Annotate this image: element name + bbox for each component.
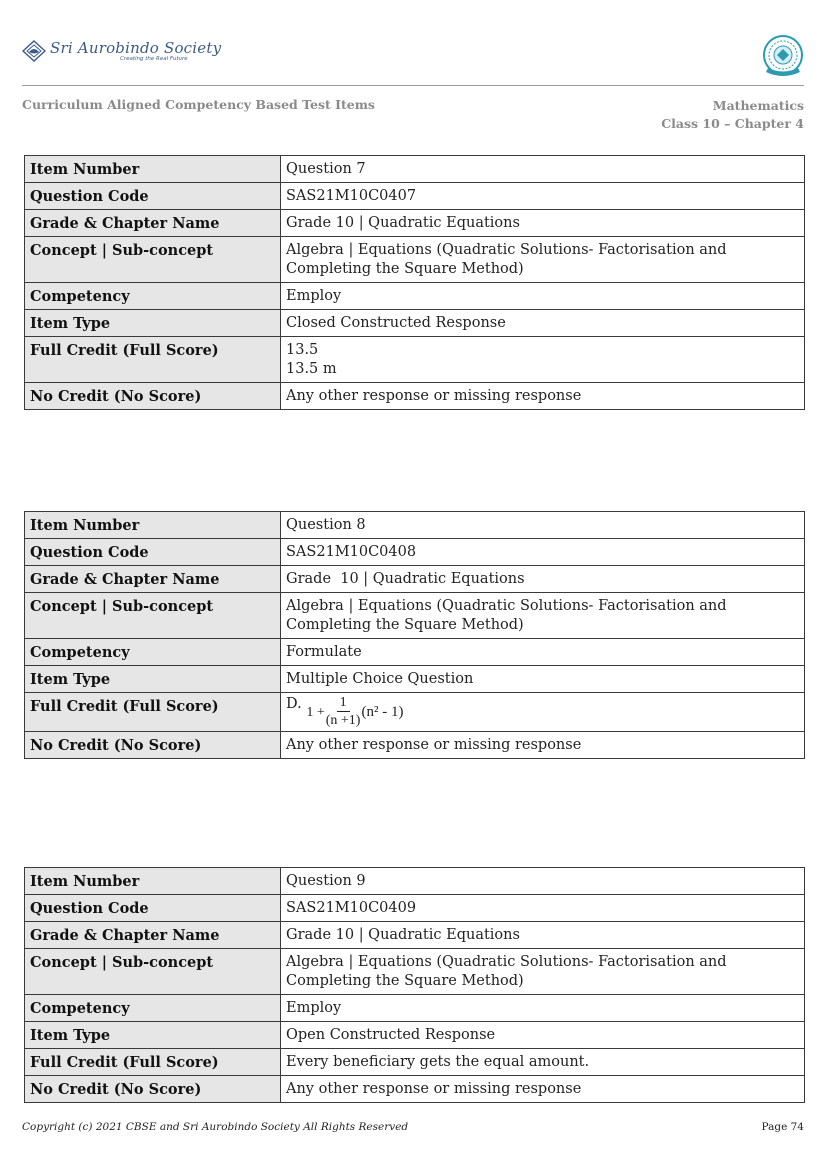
table-row <box>25 337 805 383</box>
header-divider <box>22 85 804 86</box>
concept-label: Concept | Sub-concept <box>25 237 281 283</box>
org-tagline: Creating the Real Future <box>120 55 188 62</box>
full-credit-label: Full Credit (Full Score) <box>25 1049 281 1076</box>
item-table-question-9 <box>24 867 805 1103</box>
table-row <box>25 949 805 995</box>
item-type-value: Multiple Choice Question <box>281 666 805 693</box>
concept-label: Concept | Sub-concept <box>25 949 281 995</box>
question-code-value: SAS21M10C0409 <box>281 895 805 922</box>
sri-aurobindo-society-logo <box>22 36 221 66</box>
concept-value: Algebra | Equations (Quadratic Solutions- Factorisation and Completing the Square Method) <box>281 949 805 995</box>
no-credit-label: No Credit (No Score) <box>25 732 281 759</box>
table-row <box>25 512 805 539</box>
table-row <box>25 693 805 732</box>
table-row <box>25 922 805 949</box>
no-credit-label: No Credit (No Score) <box>25 383 281 410</box>
item-table-question-7 <box>24 155 805 410</box>
question-code-value: SAS21M10C0407 <box>281 183 805 210</box>
table-row <box>25 183 805 210</box>
table-row <box>25 156 805 183</box>
grade-label: Grade & Chapter Name <box>25 566 281 593</box>
formula-numerator: 1 <box>337 695 350 712</box>
table-row <box>25 283 805 310</box>
table-row <box>25 732 805 759</box>
item-number-label: Item Number <box>25 868 281 895</box>
document-title: Curriculum Aligned Competency Based Test Items <box>22 97 375 112</box>
item-type-label: Item Type <box>25 666 281 693</box>
no-credit-label: No Credit (No Score) <box>25 1076 281 1103</box>
subject-name: Mathematics <box>712 98 804 113</box>
full-credit-value <box>281 337 805 383</box>
item-type-value: Open Constructed Response <box>281 1022 805 1049</box>
table-row <box>25 593 805 639</box>
concept-value: Algebra | Equations (Quadratic Solutions- Factorisation and Completing the Square Method) <box>281 237 805 283</box>
formula-denominator: (n +1) <box>325 713 361 728</box>
full-credit-label: Full Credit (Full Score) <box>25 337 281 383</box>
item-number-value: Question 7 <box>281 156 805 183</box>
table-row <box>25 1049 805 1076</box>
concept-label: Concept | Sub-concept <box>25 593 281 639</box>
item-number-value: Question 9 <box>281 868 805 895</box>
table-row <box>25 895 805 922</box>
answer-option: D. <box>286 696 302 712</box>
table-row <box>25 566 805 593</box>
grade-label: Grade & Chapter Name <box>25 922 281 949</box>
full-credit-label: Full Credit (Full Score) <box>25 693 281 732</box>
answer-formula <box>306 695 403 730</box>
competency-label: Competency <box>25 639 281 666</box>
footer-page-number: Page 74 <box>761 1121 804 1133</box>
full-credit-line: 13.5 m <box>286 361 337 377</box>
grade-value: Grade 10 | Quadratic Equations <box>281 922 805 949</box>
item-number-value: Question 8 <box>281 512 805 539</box>
concept-value: Algebra | Equations (Quadratic Solutions- Factorisation and Completing the Square Method) <box>281 593 805 639</box>
table-row <box>25 995 805 1022</box>
table-row <box>25 1022 805 1049</box>
competency-value: Formulate <box>281 639 805 666</box>
item-type-value: Closed Constructed Response <box>281 310 805 337</box>
grade-value: Grade 10 | Quadratic Equations <box>281 210 805 237</box>
table-row <box>25 539 805 566</box>
full-credit-value <box>281 693 805 732</box>
full-credit-value: Every beneficiary gets the equal amount. <box>281 1049 805 1076</box>
org-name: Sri Aurobindo Society <box>50 38 222 57</box>
table-row <box>25 237 805 283</box>
cbse-seal-icon <box>760 34 806 82</box>
class-chapter: Class 10 – Chapter 4 <box>661 116 804 131</box>
footer-copyright: Copyright (c) 2021 CBSE and Sri Aurobindo Society All Rights Reserved <box>22 1121 409 1133</box>
question-code-label: Question Code <box>25 539 281 566</box>
table-row <box>25 210 805 237</box>
table-row <box>25 868 805 895</box>
item-number-label: Item Number <box>25 512 281 539</box>
item-type-label: Item Type <box>25 310 281 337</box>
no-credit-value: Any other response or missing response <box>281 732 805 759</box>
table-row <box>25 639 805 666</box>
competency-value: Employ <box>281 283 805 310</box>
no-credit-value: Any other response or missing response <box>281 1076 805 1103</box>
no-credit-value: Any other response or missing response <box>281 383 805 410</box>
competency-value: Employ <box>281 995 805 1022</box>
item-table-question-8 <box>24 511 805 759</box>
question-code-label: Question Code <box>25 895 281 922</box>
grade-value: Grade 10 | Quadratic Equations <box>281 566 805 593</box>
question-code-value: SAS21M10C0408 <box>281 539 805 566</box>
formula-factor: (n² - 1) <box>361 704 404 720</box>
subject-info <box>661 97 804 133</box>
competency-label: Competency <box>25 283 281 310</box>
formula-fraction <box>326 695 361 730</box>
lotus-symbol-icon <box>22 40 46 62</box>
item-number-label: Item Number <box>25 156 281 183</box>
question-code-label: Question Code <box>25 183 281 210</box>
table-row <box>25 383 805 410</box>
full-credit-line: 13.5 <box>286 342 319 358</box>
table-row <box>25 310 805 337</box>
item-type-label: Item Type <box>25 1022 281 1049</box>
table-row <box>25 1076 805 1103</box>
grade-label: Grade & Chapter Name <box>25 210 281 237</box>
competency-label: Competency <box>25 995 281 1022</box>
formula-one-plus: 1 + <box>306 705 325 720</box>
table-row <box>25 666 805 693</box>
